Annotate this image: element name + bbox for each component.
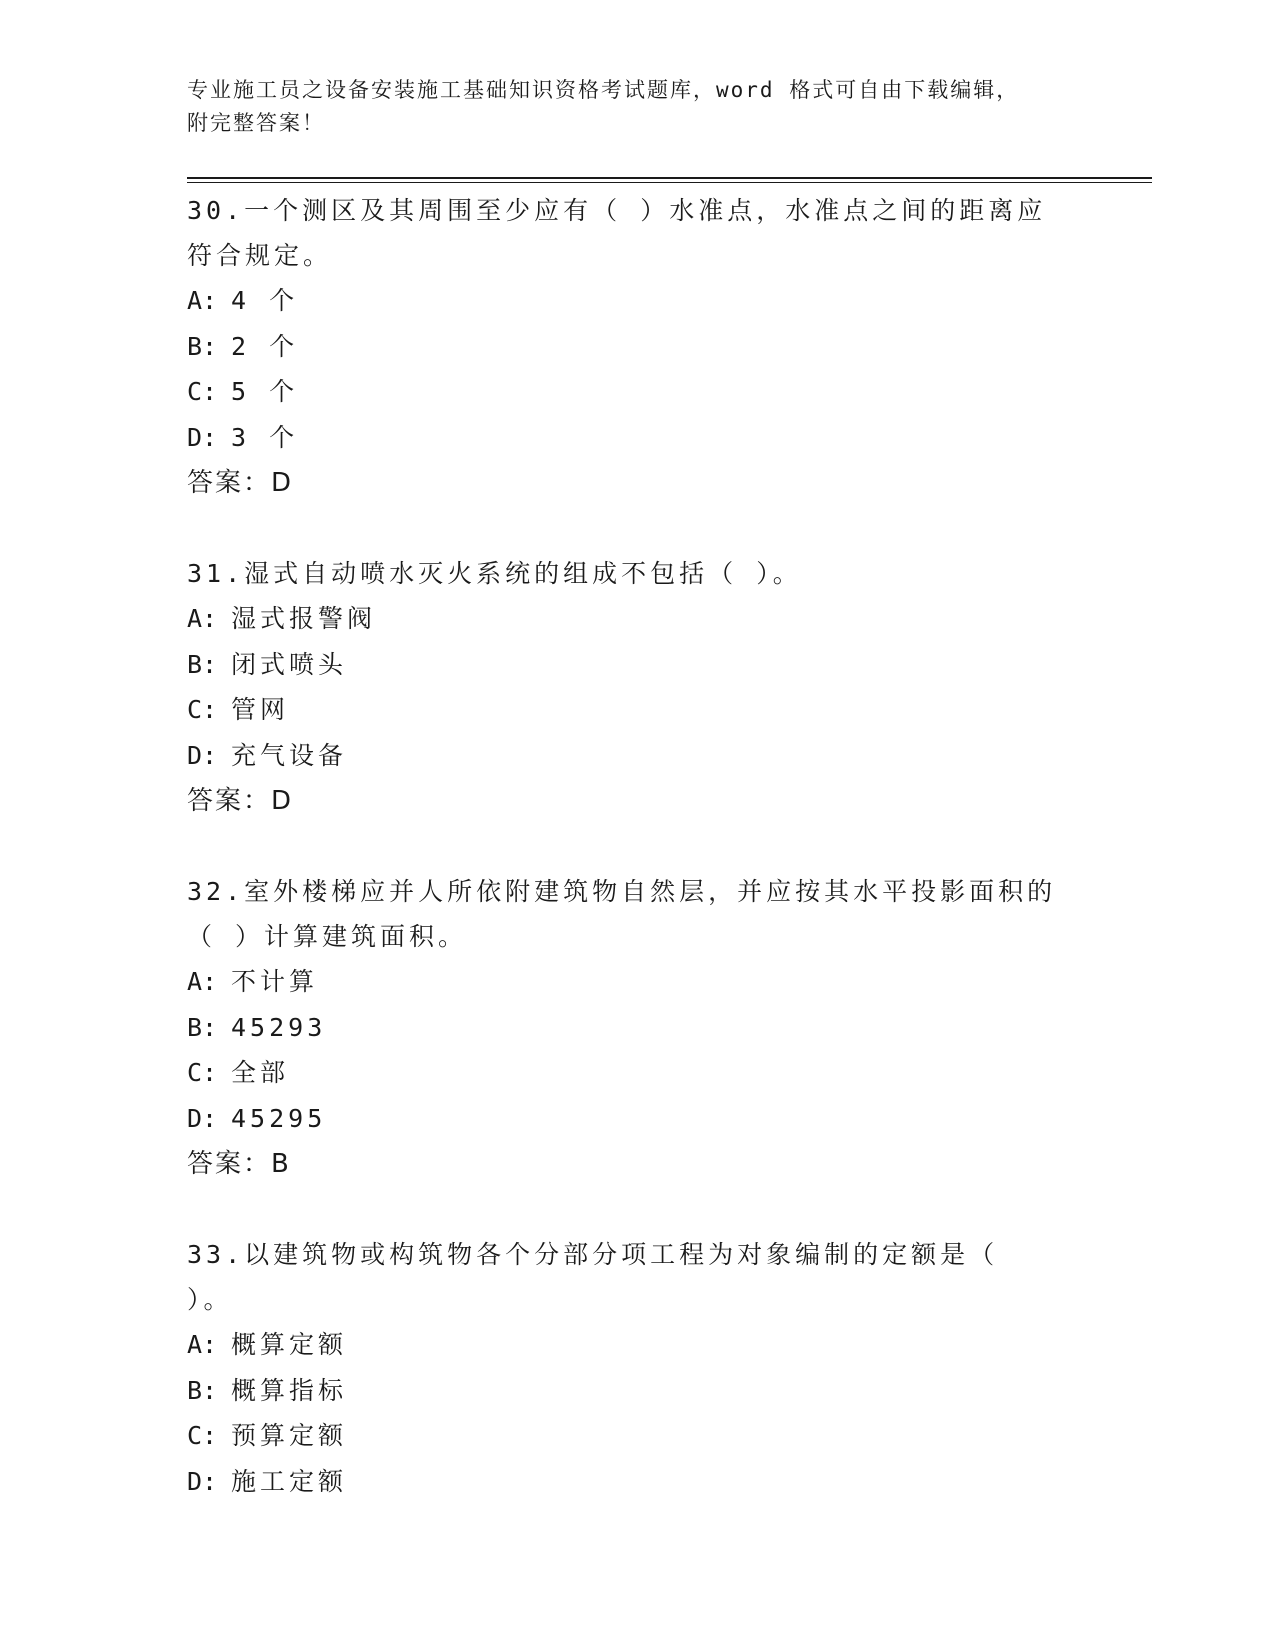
option-text: 全部 <box>231 1058 290 1087</box>
question-stem: 32.室外楼梯应并人所依附建筑物自然层，并应按其水平投影面积的（ ）计算建筑面积。 <box>187 877 1057 951</box>
option-d <box>187 1096 1087 1142</box>
option-letter: D: <box>187 422 218 452</box>
header-divider-thin <box>187 182 1152 183</box>
answer-line: 答案：D <box>187 786 294 816</box>
option-c <box>187 1413 1087 1459</box>
question-32 <box>187 869 1087 1187</box>
option-letter: A: <box>187 604 218 633</box>
option-b <box>187 1005 1087 1051</box>
option-text: 5 个 <box>231 377 299 406</box>
option-text: 不计算 <box>231 967 319 996</box>
option-text: 管网 <box>231 695 290 724</box>
option-text: 湿式报警阀 <box>231 604 377 633</box>
question-stem: 30.一个测区及其周围至少应有（ ）水准点，水准点之间的距离应符合规定。 <box>187 196 1047 270</box>
option-c <box>187 687 1087 733</box>
question-list <box>187 188 1087 1504</box>
option-text: 概算指标 <box>231 1375 348 1405</box>
option-letter: C: <box>187 695 218 724</box>
option-b <box>187 324 1087 370</box>
header-divider-thick <box>187 177 1152 179</box>
option-letter: D: <box>187 740 218 770</box>
option-a <box>187 596 1087 642</box>
option-c <box>187 369 1087 415</box>
option-text: 充气设备 <box>231 740 348 770</box>
option-letter: C: <box>187 377 218 406</box>
header-line-1: 专业施工员之设备安装施工基础知识资格考试题库，word 格式可自由下载编辑， <box>187 78 1020 102</box>
option-letter: A: <box>187 967 218 996</box>
question-stem: 33.以建筑物或构筑物各个分部分项工程为对象编制的定额是（ ）。 <box>187 1240 999 1314</box>
option-letter: C: <box>187 1421 218 1450</box>
option-letter: B: <box>187 1012 218 1042</box>
answer-line: 答案：D <box>187 468 294 498</box>
option-letter: A: <box>187 1330 218 1359</box>
option-text: 4 个 <box>231 286 299 315</box>
option-b <box>187 1368 1087 1414</box>
header-line-2: 附完整答案！ <box>187 111 325 135</box>
option-b <box>187 642 1087 688</box>
option-text: 2 个 <box>231 331 299 361</box>
option-text: 3 个 <box>231 422 299 452</box>
option-text: 45295 <box>231 1103 327 1133</box>
option-letter: B: <box>187 649 218 679</box>
option-letter: B: <box>187 331 218 361</box>
question-31 <box>187 551 1087 824</box>
answer-line: 答案：B <box>187 1149 291 1179</box>
question-30 <box>187 188 1087 506</box>
question-33 <box>187 1232 1087 1504</box>
option-c <box>187 1050 1087 1096</box>
option-text: 预算定额 <box>231 1421 348 1450</box>
document-header <box>187 74 1087 140</box>
option-text: 45293 <box>231 1012 327 1042</box>
option-a <box>187 959 1087 1005</box>
option-letter: D: <box>187 1466 218 1496</box>
option-a <box>187 278 1087 324</box>
option-letter: D: <box>187 1103 218 1133</box>
option-letter: B: <box>187 1375 218 1405</box>
option-a <box>187 1322 1087 1368</box>
question-stem: 31.湿式自动喷水灭火系统的组成不包括（ ）。 <box>187 559 802 588</box>
option-d <box>187 415 1087 461</box>
option-letter: C: <box>187 1058 218 1087</box>
option-letter: A: <box>187 286 218 315</box>
option-text: 施工定额 <box>231 1466 348 1496</box>
option-text: 概算定额 <box>231 1330 348 1359</box>
option-d <box>187 733 1087 779</box>
option-d <box>187 1459 1087 1505</box>
option-text: 闭式喷头 <box>231 649 348 679</box>
